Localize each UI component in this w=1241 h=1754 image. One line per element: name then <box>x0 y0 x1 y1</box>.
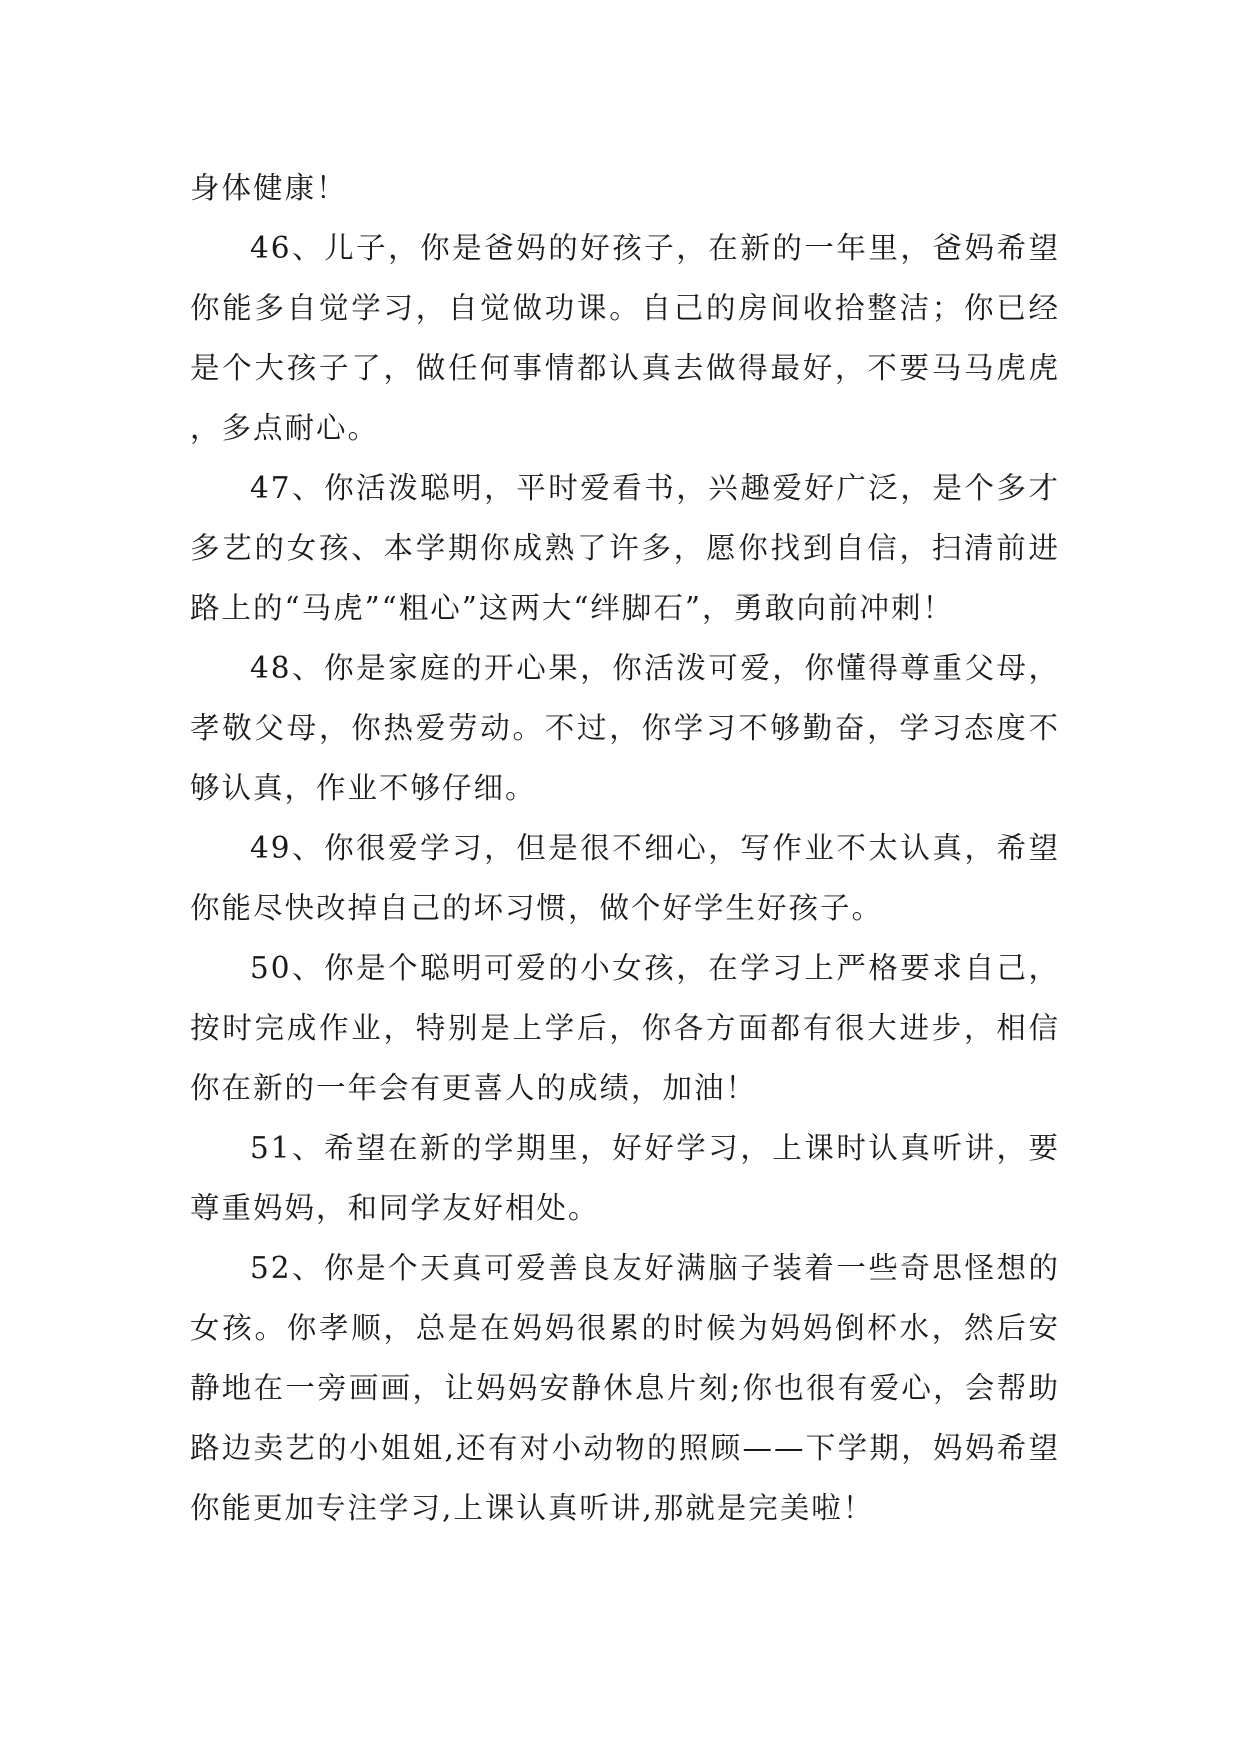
paragraph-intro-tail: 身体健康！ <box>190 171 348 205</box>
paragraph-51: 51、希望在新的学期里，好好学习，上课时认真听讲，要尊重妈妈，和同学友好相处。 <box>190 1131 1060 1225</box>
paragraph-47: 47、你活泼聪明，平时爱看书，兴趣爱好广泛，是个多才多艺的女孩、本学期你成熟了许多，愿你找到自信，扫清前进路上的“马虎”“粗心”这两大“绊脚石”，勇敢向前冲刺！ <box>190 471 1060 625</box>
paragraph-52: 52、你是个天真可爱善良友好满脑子装着一些奇思怪想的女孩。你孝顺，总是在妈妈很累的时候为妈妈倒杯水，然后安静地在一旁画画，让妈妈安静休息片刻;你也很有爱心，会帮助路边卖艺的小姐姐,还有对小动物的照顾——下学期，妈妈希望你能更加专注学习,上课认真听讲,那就是完美啦！ <box>190 1251 1060 1525</box>
document-body <box>190 158 1060 1538</box>
paragraph-48: 48、你是家庭的开心果，你活泼可爱，你懂得尊重父母，孝敬父母，你热爱劳动。不过，你学习不够勤奋，学习态度不够认真，作业不够仔细。 <box>190 651 1060 805</box>
paragraph-49: 49、你很爱学习，但是很不细心，写作业不太认真，希望你能尽快改掉自己的坏习惯，做个好学生好孩子。 <box>190 831 1060 925</box>
paragraph-50: 50、你是个聪明可爱的小女孩，在学习上严格要求自己，按时完成作业，特别是上学后，你各方面都有很大进步，相信你在新的一年会有更喜人的成绩，加油！ <box>190 951 1060 1105</box>
paragraph-46: 46、儿子，你是爸妈的好孩子，在新的一年里，爸妈希望你能多自觉学习，自觉做功课。自己的房间收拾整洁；你已经是个大孩子了，做任何事情都认真去做得最好，不要马马虎虎，多点耐心。 <box>190 231 1060 445</box>
